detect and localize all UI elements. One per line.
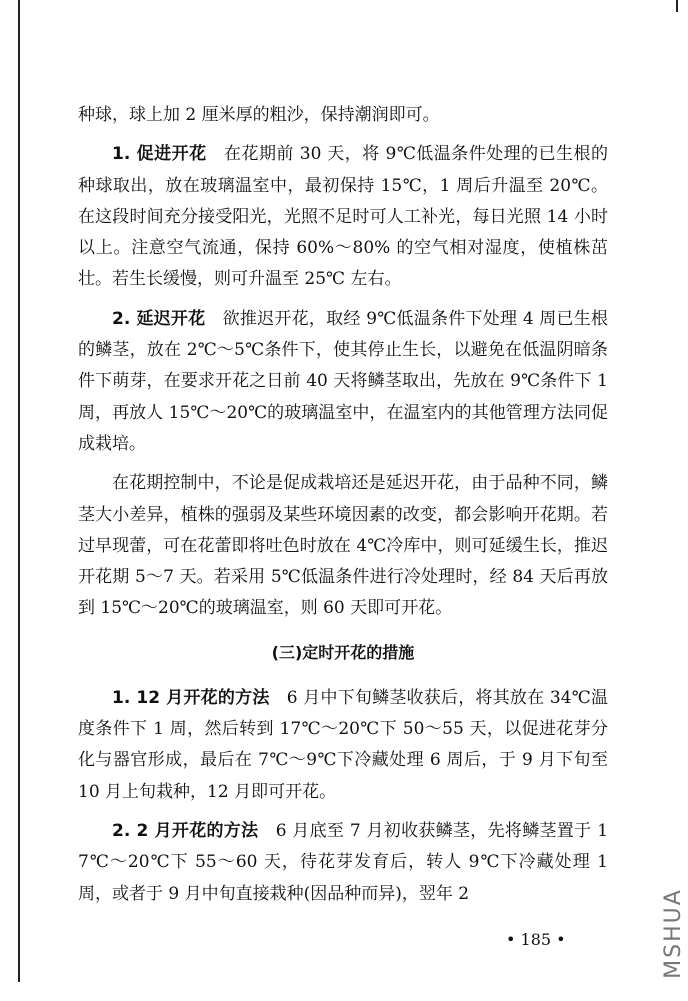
paragraph-heading: 1. 12 月开花的方法 [112, 687, 270, 708]
watermark-text: MSHUA [660, 887, 686, 979]
paragraph-heading: 2. 2 月开花的方法 [112, 820, 259, 841]
paragraph-text: 在花期前 30 天，将 9℃低温条件处理的已生根的种球取出，放在玻璃温室中，最初保持 15℃，1 周后升温至 20℃。在这段时间充分接受阳光，光照不足时可人工补光，每日光照 14 小时以上。注意空气流通，保持 60%～80% 的空气相对湿度，使植株茁壮。若生长缓慢，则可升温至 25℃ 左右。 [78, 144, 608, 290]
paragraph-continuation [78, 100, 608, 131]
section-title: (三)定时开花的措施 [271, 642, 415, 662]
paragraph-text: 种球，球上加 2 厘米厚的粗沙，保持潮润即可。 [78, 105, 440, 125]
paragraph-flowering-control [78, 468, 608, 624]
paragraph-text: 6 月底至 7 月初收获鳞茎，先将鳞茎置于 17℃～20℃下 55～60 天，待花芽发育后，转人 9℃下冷藏处理 1 周，或者于 9 月中旬直接栽种(因品种而异)，翌年 2 [78, 820, 609, 904]
paragraph-text: 6 月中下旬鳞茎收获后，将其放在 34℃温度条件下 1 周，然后转到 17℃～20℃下 50～55 天，以促进花芽分化与器官形成，最后在 7℃～9℃下冷藏处理 6 周后，于 9 月下旬至 10 月上旬栽种，12 月即可开花。 [78, 687, 609, 802]
paragraph-february-flowering [78, 816, 608, 910]
watermark [660, 872, 686, 994]
page-frame-top-right-mark [676, 0, 678, 12]
page-frame-left-border [18, 0, 20, 982]
paragraph-heading: 2. 延迟开花 [112, 308, 206, 329]
page-body [78, 100, 608, 918]
paragraph-text: 欲推迟开花，取经 9℃低温条件下处理 4 周已生根的鳞茎，放在 2℃～5℃条件下，使其停止生长，以避免在低温阴暗条件下萌芽，在要求开花之日前 40 天将鳞茎取出，先放在 9℃条件下 1 周，再放人 15℃～20℃的玻璃温室中，在温室内的其他管理方法同促成栽培。 [78, 308, 608, 454]
paragraph-december-flowering [78, 683, 608, 808]
paragraph-promote-flowering [78, 139, 608, 295]
paragraph-delay-flowering [78, 304, 608, 460]
paragraph-heading: 1. 促进开花 [112, 144, 207, 165]
page-number: • 185 • [506, 930, 566, 949]
paragraph-text: 在花期控制中，不论是促成栽培还是延迟开花，由于品种不同，鳞茎大小差异，植株的强弱及某些环境因素的改变，都会影响开花期。若过早现蕾，可在花蕾即将吐色时放在 4℃冷库中，则可延缓生长，推迟开花期 5～7 天。若采用 5℃低温条件进行冷处理时，经 84 天后再放到 15℃～20℃的玻璃温室，则 60 天即可开花。 [78, 473, 608, 619]
